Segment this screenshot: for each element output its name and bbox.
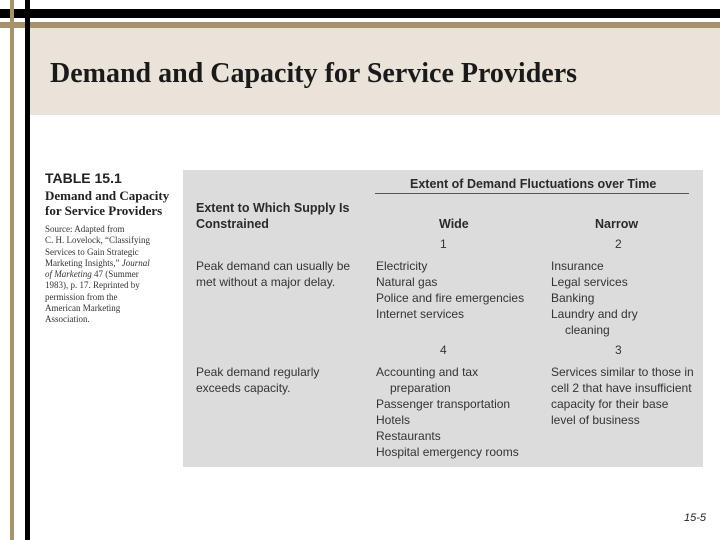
service-item: Hotels [376, 413, 411, 427]
cell-number-2: 2 [615, 237, 622, 251]
service-item: Restaurants [376, 429, 441, 443]
cell-2-items [551, 258, 675, 338]
left-border-tan [10, 0, 14, 540]
cell-3-items [551, 364, 696, 428]
source-text: Marketing Insights,” Journal [45, 257, 150, 268]
column-wide: Wide [439, 217, 469, 231]
service-item: Electricity [376, 259, 428, 273]
row-label-peak-exceeds: Peak demand regularly exceeds capacity. [196, 365, 320, 395]
header-supply-constraint: Extent to Which Supply Is Constrained [196, 201, 350, 231]
service-item: Banking [551, 291, 595, 305]
slide-title: Demand and Capacity for Service Providers [50, 58, 578, 89]
source-line: American Marketing [45, 303, 121, 314]
table-number: TABLE 15.1 [45, 170, 122, 186]
header-demand-fluctuations: Extent of Demand Fluctuations over Time [410, 177, 657, 191]
cell-1-items [376, 258, 524, 322]
source-line: Association. [45, 314, 90, 325]
source-line: of Marketing 47 (Summer [45, 269, 139, 280]
service-item: Internet services [376, 307, 465, 321]
source-line: permission from the [45, 291, 118, 302]
table-title: Demand and Capacity for Service Providers [45, 188, 170, 218]
header-divider [375, 193, 689, 194]
source-line: 1983), p. 17. Reprinted by [45, 280, 140, 291]
column-narrow: Narrow [595, 217, 639, 231]
service-item: Natural gas [376, 275, 438, 289]
cell-number-3: 3 [615, 343, 622, 357]
service-item: Services similar to those in cell 2 that have insufficient capacity for their base level of business [551, 365, 694, 427]
service-item: Police and fire emergencies [376, 291, 525, 305]
table-source [45, 224, 177, 326]
service-item: Accounting and tax preparation [376, 365, 479, 395]
page-number: 15-5 [683, 512, 706, 524]
cell-4-items [376, 364, 520, 460]
row-label-peak-met: Peak demand can usually be met without a major delay. [196, 259, 351, 289]
cell-number-4: 4 [440, 343, 447, 357]
source-line [45, 258, 177, 269]
service-item: Legal services [551, 275, 628, 289]
service-item: Passenger transportation [376, 397, 511, 411]
service-item: Insurance [551, 259, 604, 273]
source-line: Services to Gain Strategic [45, 246, 139, 257]
table-caption [45, 170, 177, 326]
service-item: Laundry and dry cleaning [551, 307, 638, 337]
service-item: Hospital emergency rooms [376, 445, 519, 459]
top-border-black [0, 9, 720, 18]
source-line: Source: Adapted from [45, 224, 125, 234]
demand-capacity-table [183, 170, 703, 467]
source-line: C. H. Lovelock, “Classifying [45, 235, 150, 246]
cell-number-1: 1 [440, 237, 447, 251]
